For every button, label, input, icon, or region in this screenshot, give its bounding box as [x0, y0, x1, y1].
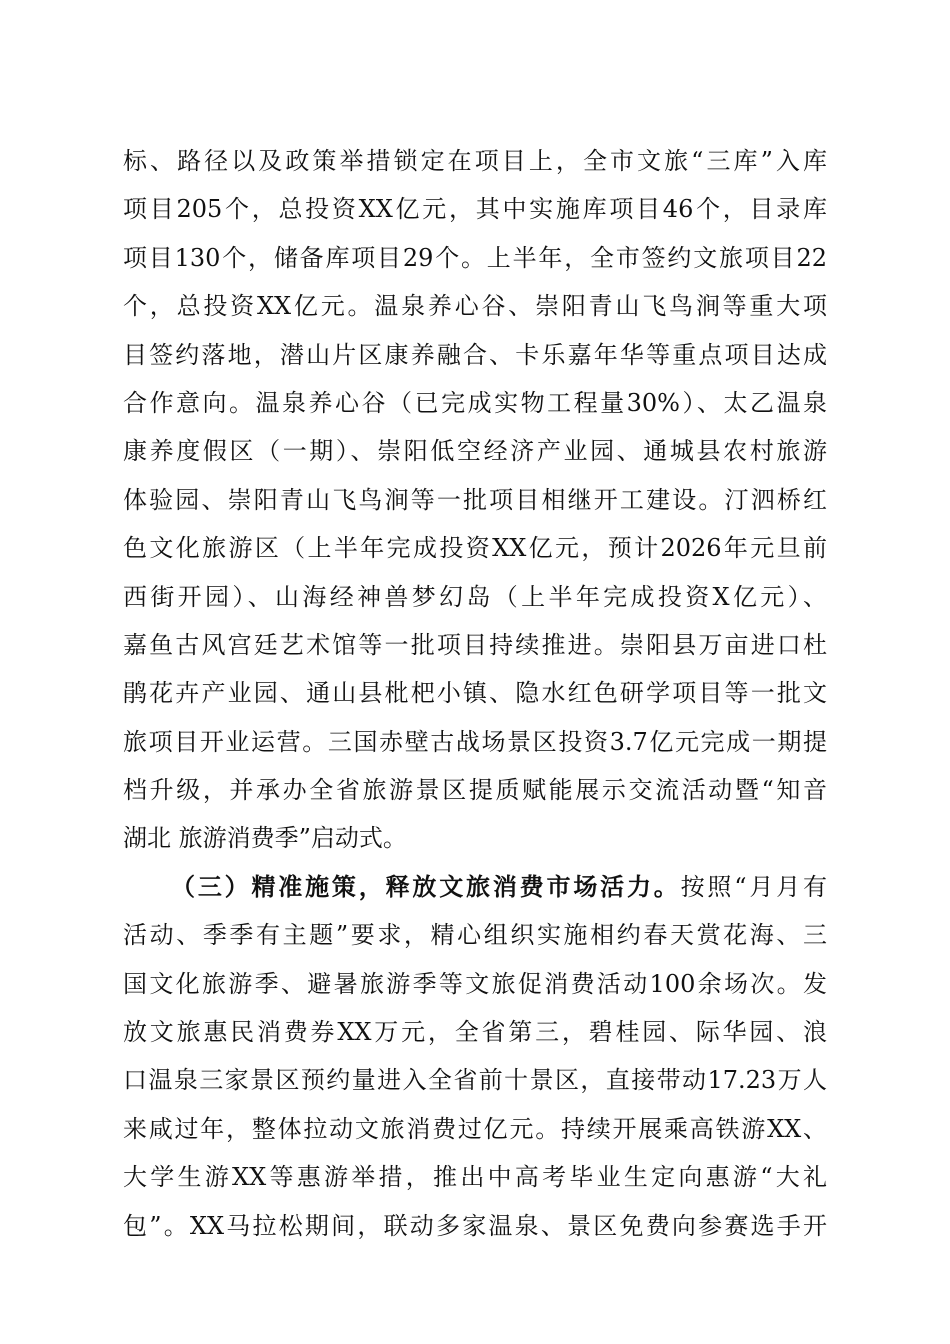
text-line: 湖北 旅游消费季”启动式。	[123, 824, 407, 853]
text-line: 来咸过年，整体拉动文旅消费过亿元。持续开展乘高铁游XX、	[123, 1114, 827, 1143]
text-line: 包”。XX马拉松期间，联动多家温泉、景区免费向参赛选手开	[123, 1211, 827, 1240]
text-line: 个，总投资XX亿元。温泉养心谷、崇阳青山飞鸟涧等重大项	[123, 292, 827, 321]
text-segment: 按照“月月有	[680, 872, 827, 901]
text-line: 大学生游XX等惠游举措，推出中高考毕业生定向惠游“大礼	[123, 1163, 827, 1192]
text-line: 旅项目开业运营。三国赤壁古战场景区投资3.7亿元完成一期提	[123, 727, 827, 756]
text-line: 活动、季季有主题”要求，精心组织实施相约春天赏花海、三	[123, 921, 827, 950]
text-line: 国文化旅游季、避暑旅游季等文旅促消费活动100余场次。发	[123, 969, 827, 998]
text-line: 档升级，并承办全省旅游景区提质赋能展示交流活动暨“知音	[123, 776, 827, 805]
text-line: 口温泉三家景区预约量进入全省前十景区，直接带动17.23万人	[123, 1066, 827, 1095]
paragraph-2	[123, 863, 827, 1250]
text-line: 项目130个，储备库项目29个。上半年，全市签约文旅项目22	[123, 243, 827, 272]
section-heading-line	[123, 863, 827, 911]
text-line: 嘉鱼古风宫廷艺术馆等一批项目持续推进。崇阳县万亩进口杜	[123, 630, 827, 659]
text-line: 体验园、崇阳青山飞鸟涧等一批项目相继开工建设。汀泗桥红	[123, 485, 827, 514]
text-line: 康养度假区（一期）、崇阳低空经济产业园、通城县农村旅游	[123, 437, 827, 466]
body-text	[123, 137, 827, 1250]
paragraph-1	[123, 137, 827, 863]
text-line: 西街开园）、山海经神兽梦幻岛（上半年完成投资X亿元）、	[123, 582, 827, 611]
text-line: 目签约落地，潜山片区康养融合、卡乐嘉年华等重点项目达成	[123, 340, 827, 369]
text-line: 色文化旅游区（上半年完成投资XX亿元，预计2026年元旦前	[123, 534, 827, 563]
text-line: 鹃花卉产业园、通山县枇杷小镇、隐水红色研学项目等一批文	[123, 679, 827, 708]
text-line: 标、路径以及政策举措锁定在项目上，全市文旅“三库”入库	[123, 147, 827, 175]
text-line: 放文旅惠民消费券XX万元，全省第三，碧桂园、际华园、浪	[123, 1018, 827, 1047]
text-line: 项目205个，总投资XX亿元，其中实施库项目46个，目录库	[123, 195, 827, 224]
text-line: 合作意向。温泉养心谷（已完成实物工程量30%）、太乙温泉	[123, 388, 827, 417]
section-heading: （三）精准施策，释放文旅消费市场活力。	[171, 871, 681, 901]
